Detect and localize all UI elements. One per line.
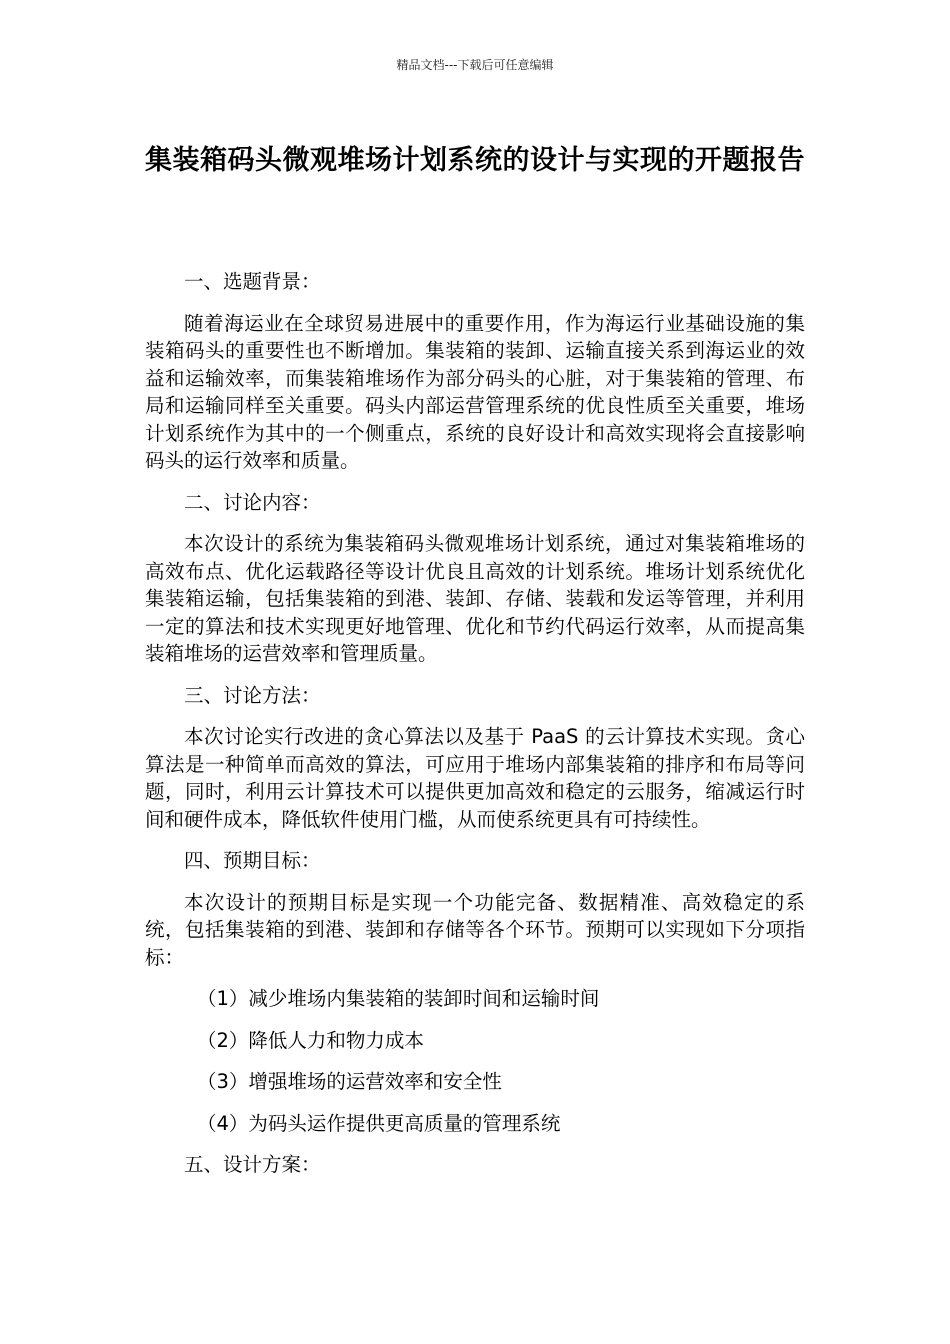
goal-item-3: （3）增强堆场的运营效率和安全性 xyxy=(197,1070,502,1093)
goal-item-4: （4）为码头运作提供更高质量的管理系统 xyxy=(197,1111,561,1135)
header-note: 精品文档---下载后可任意编辑 xyxy=(396,58,554,72)
document-title: 集装箱码头微观堆场计划系统的设计与实现的开题报告 xyxy=(145,145,805,176)
goals-paragraph: 本次设计的预期目标是实现一个功能完备、数据精准、高效稳定的系统，包括集装箱的到港、装卸和存储等各个环节。预期可以实现如下分项指标： xyxy=(145,890,805,969)
section-heading-content: 二、讨论内容： xyxy=(184,490,321,514)
section-heading-goals: 四、预期目标： xyxy=(184,849,321,872)
section-heading-background: 一、选题背景： xyxy=(184,270,321,293)
goal-item-2: （2）降低人力和物力成本 xyxy=(197,1028,424,1052)
document-body xyxy=(145,268,805,1193)
content-paragraph: 本次设计的系统为集装箱码头微观堆场计划系统，通过对集装箱堆场的高效布点、优化运载路径等设计优良且高效的计划系统。堆场计划系统优化集装箱运输，包括集装箱的到港、装卸、存储、装载和发运等管理，并利用一定的算法和技术实现更好地管理、优化和节约代码运行效率，从而提高集装箱堆场的运营效率和管理质量。 xyxy=(145,532,805,665)
background-paragraph: 随着海运业在全球贸易进展中的重要作用，作为海运行业基础设施的集装箱码头的重要性也不断增加。集装箱的装卸、运输直接关系到海运业的效益和运输效率，而集装箱堆场作为部分码头的心脏，对于集装箱的管理、布局和运输同样至关重要。码头内部运营管理系统的优良性质至关重要，堆场计划系统作为其中的一个侧重点，系统的良好设计和高效实现将会直接影响码头的运行效率和质量。 xyxy=(145,311,805,472)
method-paragraph: 本次讨论实行改进的贪心算法以及基于 PaaS 的云计算技术实现。贪心算法是一种简单而高效的算法，可应用于堆场内部集装箱的排序和布局等问题，同时，利用云计算技术可以提供更加高效和稳定的云服务，缩减运行时间和硬件成本，降低软件使用门槛，从而使系统更具有可持续性。 xyxy=(145,725,805,831)
goal-item-1: （1）减少堆场内集装箱的装卸时间和运输时间 xyxy=(197,987,600,1010)
section-heading-method: 三、讨论方法： xyxy=(184,683,321,707)
section-heading-design: 五、设计方案： xyxy=(184,1153,321,1176)
